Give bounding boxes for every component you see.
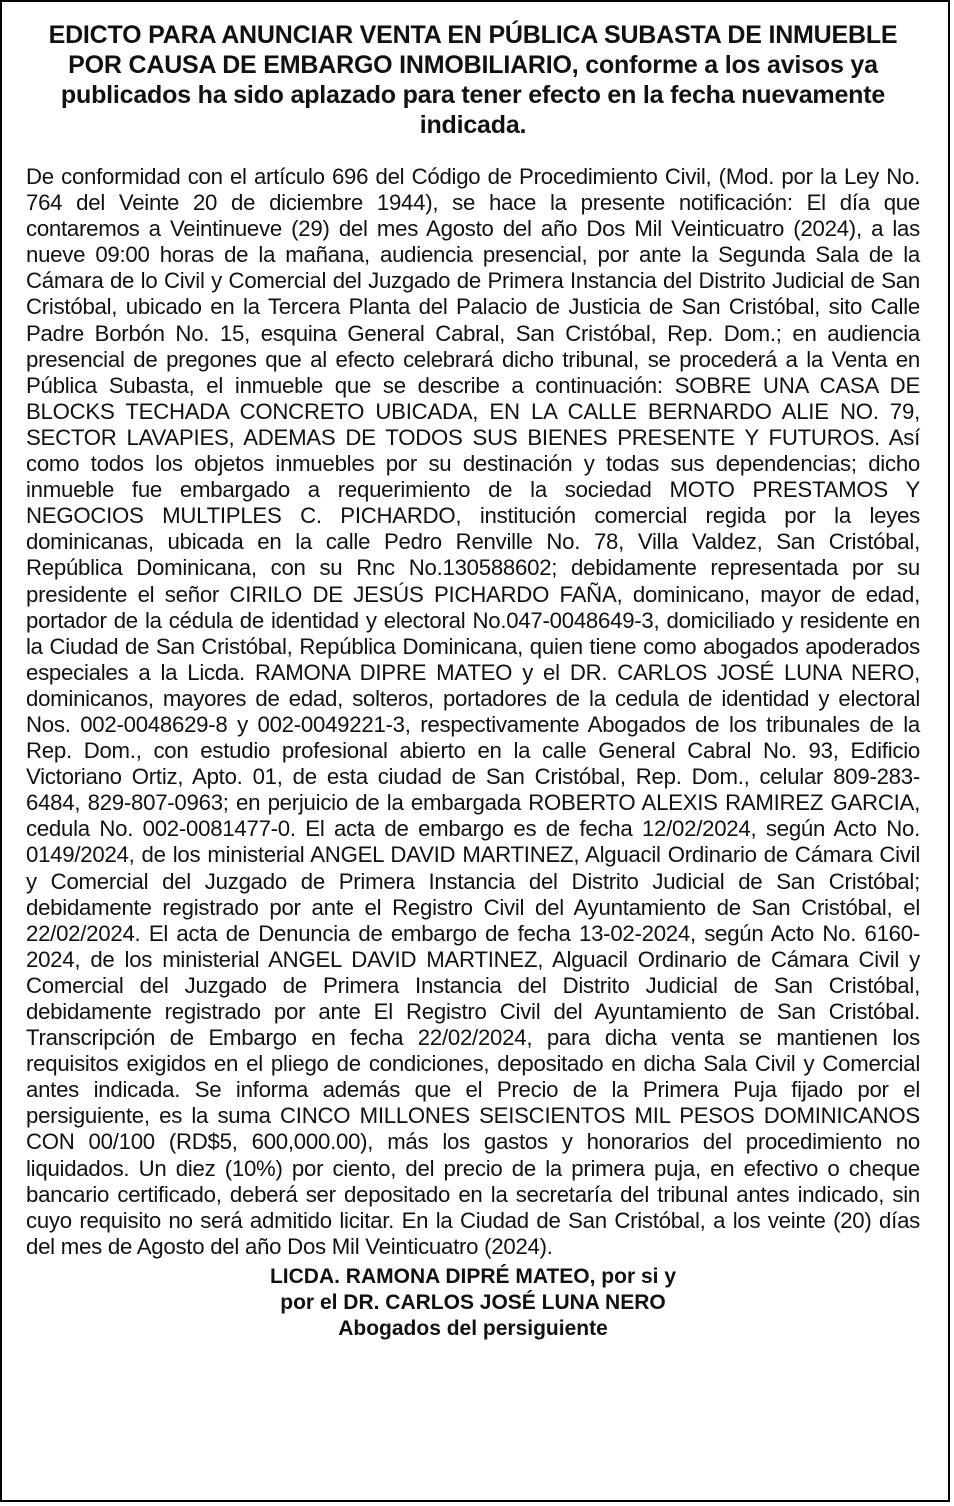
notice-body: De conformidad con el artículo 696 del Código de Procedimiento Civil, (Mod. por la Ley No. 764 del Veinte 20 de diciembre 1944), se hace la presente notificación: El día que contaremos a Veintinueve (29) del mes Agosto del año Dos Mil Veinticuatro (2024), a las nueve 09:00 horas de la mañana, audiencia presencial, por ante la Segunda Sala de la Cámara de lo Civil y Comercial del Juzgado de Primera Instancia del Distrito Judicial de San Cristóbal, ubicado en la Tercera Planta del Palacio de Justicia de San Cristóbal, sito Calle Padre Borbón No. 15, esquina General Cabral, San Cristóbal, Rep. Dom.; en audiencia presencial de pregones que al efecto celebrará dicho tribunal, se procederá a la Venta en Pública Subasta, el inmueble que se describe a continuación: SOBRE UNA CASA DE BLOCKS TECHADA CONCRETO UBICADA, EN LA CALLE BERNARDO ALIE NO. 79, SECTOR LAVAPIES, ADEMAS DE TODOS SUS BIENES PRESENTE Y FUTUROS. Así como todos los objetos inmuebles por su destinación y todas sus dependencias; dicho inmueble fue embargado a requerimiento de la sociedad MOTO PRESTAMOS Y NEGOCIOS MULTIPLES C. PICHARDO, institución comercial regida por la leyes dominicanas, ubicada en la calle Pedro Renville No. 78, Villa Valdez, San Cristóbal, República Dominicana, con su Rnc No.130588602; debidamente representada por su presidente el señor CIRILO DE JESÚS PICHARDO FAÑA, dominicano, mayor de edad, portador de la cédula de identidad y electoral No.047-0048649-3, domiciliado y residente en la Ciudad de San Cristóbal, República Dominicana, quien tiene como abogados apoderados especiales a la Licda. RAMONA DIPRE MATEO y el DR. CARLOS JOSÉ LUNA NERO, dominicanos, mayores de edad, solteros, portadores de la cedula de identidad y electoral Nos. 002-0048629-8 y 002-0049221-3, respectivamente Abogados de los tribunales de la Rep. Dom., con estudio profesional abierto en la calle General Cabral No. 93, Edificio Victoriano Ortiz, Apto. 01, de esta ciudad de San Cristóbal, Rep. Dom., celular 809-283-6484, 829-807-0963; en perjuicio de la embargada ROBERTO ALEXIS RAMIREZ GARCIA, cedula No. 002-0081477-0. El acta de embargo es de fecha 12/02/2024, según Acto No. 0149/2024, de los ministerial ANGEL DAVID MARTINEZ, Alguacil Ordinario de Cámara Civil y Comercial del Juzgado de Primera Instancia del Distrito Judicial de San Cristóbal; debidamente registrado por ante el Registro Civil del Ayuntamiento de San Cristóbal, el 22/02/2024. El acta de Denuncia de embargo de fecha 13-02-2024, según Acto No. 6160-2024, de los ministerial ANGEL DAVID MARTINEZ, Alguacil Ordinario de Cámara Civil y Comercial del Juzgado de Primera Instancia del Distrito Judicial de San Cristóbal, debidamente registrado por ante El Registro Civil del Ayuntamiento de San Cristóbal. Transcripción de Embargo en fecha 22/02/2024, para dicha venta se mantienen los requisitos exigidos en el pliego de condiciones, depositado en dicha Sala Civil y Comercial antes indicada. Se informa además que el Precio de la Primera Puja fijado por el persiguiente, es la suma CINCO MILLONES SEISCIENTOS MIL PESOS DOMINICANOS CON 00/100 (RD$5, 600,000.00), más los gastos y honorarios del procedimiento no liquidados. Un diez (10%) por ciento, del precio de la primera puja, en efectivo o cheque bancario certificado, deberá ser depositado en la secretaría del tribunal antes indicado, sin cuyo requisito no será admitido licitar. En la Ciudad de San Cristóbal, a los veinte (20) días del mes de Agosto del año Dos Mil Veinticuatro (2024). [26,164,920,1259]
signature-block [26,1264,920,1342]
signature-line-2: por el DR. CARLOS JOSÉ LUNA NERO [280,1290,666,1314]
notice-title: EDICTO PARA ANUNCIAR VENTA EN PÚBLICA SUBASTA DE INMUEBLE POR CAUSA DE EMBARGO INMOBILIARIO, conforme a los avisos ya publicados ha sido aplazado para tener efecto en la fecha nuevamente indicada. [48,21,898,139]
signature-line-3: Abogados del persiguiente [338,1316,608,1340]
signature-line-1: LICDA. RAMONA DIPRÉ MATEO, por si y [269,1264,676,1288]
